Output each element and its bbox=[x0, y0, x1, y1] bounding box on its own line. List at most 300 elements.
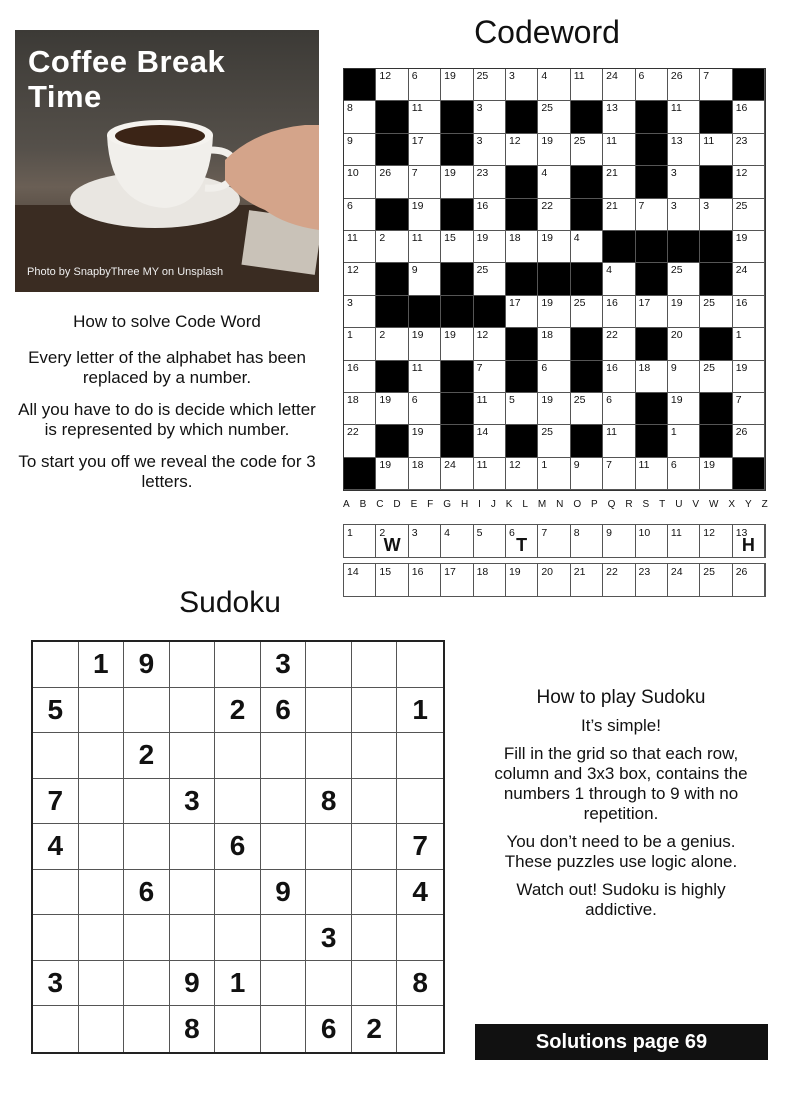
sudoku-cell[interactable] bbox=[397, 779, 443, 825]
sudoku-cell[interactable] bbox=[170, 733, 216, 779]
key-cell[interactable] bbox=[571, 564, 603, 596]
codeword-cell[interactable]: 19 bbox=[474, 231, 506, 263]
sudoku-cell[interactable] bbox=[352, 779, 398, 825]
codeword-cell[interactable]: 1 bbox=[344, 328, 376, 360]
codeword-cell[interactable]: 11 bbox=[409, 101, 441, 133]
codeword-cell[interactable]: 14 bbox=[474, 425, 506, 457]
codeword-black-cell bbox=[733, 458, 765, 490]
alphabet-letter: S bbox=[642, 499, 650, 510]
codeword-cell[interactable]: 11 bbox=[474, 458, 506, 490]
codeword-black-cell bbox=[700, 231, 732, 263]
codeword-cell[interactable]: 6 bbox=[668, 458, 700, 490]
key-cell[interactable] bbox=[474, 525, 506, 557]
codeword-black-cell bbox=[571, 263, 603, 295]
codeword-cell[interactable]: 12 bbox=[733, 166, 765, 198]
codeword-cell[interactable]: 7 bbox=[636, 199, 668, 231]
key-cell-letter: T bbox=[516, 535, 528, 555]
codeword-black-cell bbox=[441, 393, 473, 425]
codeword-black-cell bbox=[636, 101, 668, 133]
codeword-cell[interactable]: 21 bbox=[603, 199, 635, 231]
key-cell-number: 22 bbox=[606, 566, 618, 578]
codeword-cell[interactable]: 6 bbox=[603, 393, 635, 425]
codeword-cell[interactable]: 4 bbox=[603, 263, 635, 295]
sudoku-cell: 7 bbox=[397, 824, 443, 870]
codeword-black-cell bbox=[571, 166, 603, 198]
sudoku-cell[interactable] bbox=[33, 1006, 79, 1052]
alphabet-letter: T bbox=[659, 499, 666, 510]
sudoku-cell[interactable] bbox=[352, 688, 398, 734]
key-cell-number: 15 bbox=[379, 566, 392, 578]
sudoku-cell[interactable] bbox=[124, 779, 170, 825]
sudoku-cell[interactable] bbox=[352, 824, 398, 870]
key-cell-number: 3 bbox=[411, 527, 418, 539]
sudoku-cell: 6 bbox=[306, 1006, 352, 1052]
key-cell-letter: H bbox=[741, 535, 755, 555]
key-cell[interactable] bbox=[538, 564, 570, 596]
codeword-cell[interactable]: 15 bbox=[441, 231, 473, 263]
key-cell-letter: W bbox=[383, 535, 401, 555]
key-cell-number: 16 bbox=[411, 566, 424, 578]
alphabet-letter: W bbox=[708, 499, 719, 510]
sudoku-cell[interactable] bbox=[79, 779, 125, 825]
sudoku-cell: 1 bbox=[215, 961, 261, 1007]
codeword-black-cell bbox=[376, 199, 408, 231]
codeword-black-cell bbox=[376, 425, 408, 457]
codeword-cell[interactable]: 2 bbox=[376, 328, 408, 360]
sudoku-cell[interactable] bbox=[170, 915, 216, 961]
codeword-cell[interactable]: 19 bbox=[538, 393, 570, 425]
codeword-cell[interactable]: 7 bbox=[733, 393, 765, 425]
codeword-cell[interactable]: 19 bbox=[538, 296, 570, 328]
sudoku-cell[interactable] bbox=[124, 1006, 170, 1052]
sudoku-cell[interactable] bbox=[33, 870, 79, 916]
codeword-cell[interactable]: 12 bbox=[376, 69, 408, 101]
sudoku-cell[interactable] bbox=[261, 779, 307, 825]
codeword-cell[interactable]: 19 bbox=[538, 231, 570, 263]
sudoku-cell[interactable] bbox=[79, 733, 125, 779]
key-cell-number: 1 bbox=[347, 527, 353, 539]
key-cell[interactable] bbox=[441, 564, 473, 596]
codeword-cell[interactable]: 6 bbox=[344, 199, 376, 231]
sudoku-cell[interactable] bbox=[215, 642, 261, 688]
key-cell-number: 23 bbox=[638, 566, 651, 578]
codeword-cell[interactable]: 18 bbox=[409, 458, 441, 490]
codeword-black-cell bbox=[506, 263, 538, 295]
coffee-title-line2: Time bbox=[28, 79, 102, 114]
codeword-cell[interactable]: 10 bbox=[344, 166, 376, 198]
codeword-cell[interactable]: 22 bbox=[344, 425, 376, 457]
codeword-cell[interactable]: 2 bbox=[376, 231, 408, 263]
alphabet-letter: I bbox=[478, 499, 481, 510]
codeword-black-cell bbox=[668, 231, 700, 263]
sudoku-cell[interactable] bbox=[306, 733, 352, 779]
sudoku-cell[interactable] bbox=[79, 1006, 125, 1052]
codeword-cell[interactable]: 19 bbox=[409, 328, 441, 360]
coffee-title bbox=[28, 44, 225, 114]
codeword-black-cell bbox=[733, 69, 765, 101]
sudoku-cell[interactable] bbox=[124, 688, 170, 734]
codeword-cell[interactable]: 20 bbox=[668, 328, 700, 360]
codeword-cell[interactable]: 19 bbox=[668, 393, 700, 425]
key-cell[interactable] bbox=[668, 564, 700, 596]
codeword-black-cell bbox=[506, 425, 538, 457]
codeword-cell[interactable]: 19 bbox=[441, 328, 473, 360]
codeword-howto-p2: All you have to do is decide which letter is represented by which number. bbox=[18, 400, 316, 439]
codeword-cell[interactable]: 25 bbox=[700, 361, 732, 393]
codeword-cell[interactable]: 22 bbox=[603, 328, 635, 360]
codeword-cell[interactable]: 23 bbox=[474, 166, 506, 198]
codeword-cell[interactable]: 12 bbox=[344, 263, 376, 295]
codeword-cell[interactable]: 6 bbox=[538, 361, 570, 393]
codeword-cell[interactable]: 16 bbox=[733, 101, 765, 133]
key-cell[interactable] bbox=[603, 525, 635, 557]
sudoku-cell[interactable] bbox=[170, 870, 216, 916]
codeword-cell[interactable]: 19 bbox=[409, 425, 441, 457]
codeword-black-cell bbox=[376, 263, 408, 295]
key-cell-number: 2 bbox=[379, 527, 386, 539]
alphabet-letter: C bbox=[376, 499, 384, 510]
codeword-black-cell bbox=[506, 166, 538, 198]
sudoku-cell: 8 bbox=[306, 779, 352, 825]
codeword-black-cell bbox=[376, 101, 408, 133]
codeword-cell[interactable]: 6 bbox=[409, 69, 441, 101]
codeword-cell[interactable]: 7 bbox=[474, 361, 506, 393]
codeword-cell[interactable]: 19 bbox=[409, 199, 441, 231]
sudoku-cell: 3 bbox=[261, 642, 307, 688]
sudoku-cell[interactable] bbox=[352, 961, 398, 1007]
sudoku-cell[interactable] bbox=[306, 642, 352, 688]
key-cell-number: 24 bbox=[670, 566, 683, 578]
sudoku-cell[interactable] bbox=[397, 642, 443, 688]
sudoku-cell[interactable] bbox=[170, 824, 216, 870]
codeword-cell[interactable]: 25 bbox=[538, 425, 570, 457]
key-cell-number: 17 bbox=[444, 566, 456, 578]
sudoku-cell[interactable] bbox=[306, 870, 352, 916]
sudoku-cell[interactable] bbox=[352, 870, 398, 916]
codeword-cell[interactable]: 24 bbox=[733, 263, 765, 295]
alphabet-letter: O bbox=[573, 499, 582, 510]
alphabet-letter: G bbox=[443, 499, 451, 510]
key-cell[interactable] bbox=[668, 525, 700, 557]
codeword-black-cell bbox=[700, 166, 732, 198]
codeword-black-cell bbox=[441, 199, 473, 231]
codeword-cell[interactable]: 25 bbox=[733, 199, 765, 231]
codeword-cell[interactable]: 23 bbox=[733, 134, 765, 166]
codeword-cell[interactable]: 16 bbox=[603, 296, 635, 328]
codeword-cell[interactable]: 16 bbox=[474, 199, 506, 231]
codeword-cell[interactable]: 11 bbox=[668, 101, 700, 133]
sudoku-cell[interactable] bbox=[79, 915, 125, 961]
codeword-cell[interactable]: 25 bbox=[668, 263, 700, 295]
alphabet-row bbox=[343, 499, 768, 510]
codeword-black-cell bbox=[700, 328, 732, 360]
codeword-cell[interactable]: 12 bbox=[506, 458, 538, 490]
codeword-cell[interactable]: 3 bbox=[668, 166, 700, 198]
sudoku-cell[interactable] bbox=[306, 688, 352, 734]
codeword-black-cell bbox=[571, 101, 603, 133]
codeword-cell[interactable]: 3 bbox=[344, 296, 376, 328]
codeword-cell[interactable]: 24 bbox=[441, 458, 473, 490]
alphabet-letter: Y bbox=[744, 499, 752, 510]
alphabet-letter: B bbox=[359, 499, 367, 510]
codeword-black-cell bbox=[636, 425, 668, 457]
codeword-black-cell bbox=[344, 69, 376, 101]
key-cell-number: 25 bbox=[703, 566, 715, 578]
codeword-cell[interactable]: 19 bbox=[376, 393, 408, 425]
sudoku-cell[interactable] bbox=[79, 870, 125, 916]
codeword-cell[interactable]: 25 bbox=[571, 134, 603, 166]
codeword-cell[interactable]: 11 bbox=[700, 134, 732, 166]
alphabet-letter: A bbox=[343, 499, 350, 510]
key-cell[interactable] bbox=[733, 525, 765, 557]
key-cell[interactable] bbox=[700, 564, 732, 596]
key-cell[interactable] bbox=[538, 525, 570, 557]
codeword-cell[interactable]: 11 bbox=[603, 425, 635, 457]
sudoku-cell[interactable] bbox=[261, 1006, 307, 1052]
sudoku-cell[interactable] bbox=[33, 915, 79, 961]
key-cell-number: 11 bbox=[670, 527, 682, 539]
codeword-black-cell bbox=[506, 101, 538, 133]
sudoku-cell[interactable] bbox=[352, 642, 398, 688]
sudoku-cell[interactable] bbox=[124, 961, 170, 1007]
sudoku-cell[interactable] bbox=[397, 733, 443, 779]
codeword-black-cell bbox=[636, 263, 668, 295]
sudoku-cell[interactable] bbox=[170, 642, 216, 688]
key-cell-number: 13 bbox=[735, 527, 748, 539]
codeword-cell[interactable]: 9 bbox=[409, 263, 441, 295]
sudoku-cell[interactable] bbox=[261, 824, 307, 870]
sudoku-cell[interactable] bbox=[306, 824, 352, 870]
codeword-black-cell bbox=[376, 134, 408, 166]
codeword-black-cell bbox=[441, 361, 473, 393]
alphabet-letter: Z bbox=[761, 499, 768, 510]
codeword-cell[interactable]: 17 bbox=[506, 296, 538, 328]
sudoku-cell[interactable] bbox=[215, 870, 261, 916]
codeword-cell[interactable]: 19 bbox=[700, 458, 732, 490]
codeword-key-row-1 bbox=[343, 524, 766, 558]
codeword-instructions bbox=[15, 312, 319, 504]
codeword-cell[interactable]: 8 bbox=[344, 101, 376, 133]
key-cell[interactable] bbox=[636, 564, 668, 596]
sudoku-cell[interactable] bbox=[261, 733, 307, 779]
sudoku-cell: 2 bbox=[352, 1006, 398, 1052]
key-cell-number: 14 bbox=[347, 566, 359, 578]
sudoku-cell: 2 bbox=[215, 688, 261, 734]
sudoku-cell[interactable] bbox=[397, 1006, 443, 1052]
codeword-cell[interactable]: 25 bbox=[571, 296, 603, 328]
key-cell[interactable] bbox=[603, 564, 635, 596]
codeword-cell[interactable]: 6 bbox=[636, 69, 668, 101]
codeword-cell[interactable]: 3 bbox=[700, 199, 732, 231]
codeword-cell[interactable]: 26 bbox=[376, 166, 408, 198]
codeword-cell[interactable]: 19 bbox=[733, 231, 765, 263]
codeword-cell[interactable]: 19 bbox=[376, 458, 408, 490]
codeword-black-cell bbox=[700, 425, 732, 457]
codeword-howto-heading: How to solve Code Word bbox=[73, 312, 261, 331]
key-cell[interactable] bbox=[506, 525, 538, 557]
key-cell-number: 4 bbox=[444, 527, 451, 539]
codeword-cell[interactable]: 18 bbox=[344, 393, 376, 425]
codeword-cell[interactable]: 5 bbox=[506, 393, 538, 425]
sudoku-cell: 8 bbox=[170, 1006, 216, 1052]
codeword-cell[interactable]: 26 bbox=[733, 425, 765, 457]
key-cell[interactable] bbox=[344, 525, 376, 557]
codeword-cell[interactable]: 13 bbox=[668, 134, 700, 166]
codeword-cell[interactable]: 18 bbox=[506, 231, 538, 263]
codeword-cell[interactable]: 6 bbox=[409, 393, 441, 425]
codeword-cell[interactable]: 18 bbox=[538, 328, 570, 360]
codeword-cell[interactable]: 12 bbox=[506, 134, 538, 166]
sudoku-cell[interactable] bbox=[261, 915, 307, 961]
codeword-cell[interactable]: 11 bbox=[603, 134, 635, 166]
codeword-black-cell bbox=[636, 393, 668, 425]
sudoku-cell[interactable] bbox=[33, 642, 79, 688]
sudoku-cell[interactable] bbox=[306, 961, 352, 1007]
codeword-cell[interactable]: 3 bbox=[668, 199, 700, 231]
sudoku-cell[interactable] bbox=[352, 915, 398, 961]
codeword-black-cell bbox=[344, 458, 376, 490]
codeword-cell[interactable]: 19 bbox=[538, 134, 570, 166]
sudoku-cell: 7 bbox=[33, 779, 79, 825]
codeword-cell[interactable]: 16 bbox=[733, 296, 765, 328]
sudoku-cell: 3 bbox=[306, 915, 352, 961]
codeword-cell[interactable]: 9 bbox=[571, 458, 603, 490]
codeword-cell[interactable]: 4 bbox=[571, 231, 603, 263]
codeword-cell[interactable]: 17 bbox=[409, 134, 441, 166]
alphabet-letter: P bbox=[591, 499, 598, 510]
codeword-cell[interactable]: 19 bbox=[733, 361, 765, 393]
codeword-cell[interactable]: 21 bbox=[603, 166, 635, 198]
key-cell[interactable] bbox=[474, 564, 506, 596]
codeword-cell[interactable]: 18 bbox=[636, 361, 668, 393]
codeword-black-cell bbox=[441, 134, 473, 166]
sudoku-cell: 6 bbox=[215, 824, 261, 870]
codeword-cell[interactable]: 16 bbox=[603, 361, 635, 393]
codeword-cell[interactable]: 24 bbox=[603, 69, 635, 101]
sudoku-cell[interactable] bbox=[79, 688, 125, 734]
codeword-cell[interactable]: 11 bbox=[409, 231, 441, 263]
codeword-cell[interactable]: 25 bbox=[700, 296, 732, 328]
codeword-black-cell bbox=[441, 425, 473, 457]
key-cell-number: 9 bbox=[606, 527, 612, 539]
alphabet-letter: M bbox=[537, 499, 547, 510]
sudoku-howto-p2: Fill in the grid so that each row, column and 3x3 box, contains the numbers 1 through to 9 with no repetition. bbox=[494, 744, 748, 823]
codeword-cell[interactable]: 25 bbox=[474, 263, 506, 295]
sudoku-cell: 5 bbox=[33, 688, 79, 734]
key-cell[interactable] bbox=[571, 525, 603, 557]
codeword-cell[interactable]: 4 bbox=[538, 69, 570, 101]
alphabet-letter: L bbox=[522, 499, 528, 510]
alphabet-letter: H bbox=[460, 499, 469, 510]
sudoku-cell[interactable] bbox=[352, 733, 398, 779]
sudoku-cell[interactable] bbox=[215, 1006, 261, 1052]
alphabet-letter: Q bbox=[607, 499, 616, 510]
codeword-cell[interactable]: 22 bbox=[538, 199, 570, 231]
codeword-cell[interactable]: 9 bbox=[668, 361, 700, 393]
sudoku-cell[interactable] bbox=[215, 733, 261, 779]
codeword-cell[interactable]: 26 bbox=[668, 69, 700, 101]
key-cell[interactable] bbox=[409, 525, 441, 557]
codeword-black-cell bbox=[441, 296, 473, 328]
codeword-black-cell bbox=[441, 101, 473, 133]
sudoku-cell[interactable] bbox=[79, 824, 125, 870]
codeword-cell[interactable]: 25 bbox=[571, 393, 603, 425]
sudoku-cell: 4 bbox=[397, 870, 443, 916]
codeword-cell[interactable]: 7 bbox=[603, 458, 635, 490]
sudoku-cell: 8 bbox=[397, 961, 443, 1007]
codeword-cell[interactable]: 11 bbox=[636, 458, 668, 490]
codeword-black-cell bbox=[506, 199, 538, 231]
codeword-cell[interactable]: 1 bbox=[733, 328, 765, 360]
key-cell[interactable] bbox=[376, 525, 408, 557]
codeword-cell[interactable]: 25 bbox=[474, 69, 506, 101]
codeword-cell[interactable]: 17 bbox=[636, 296, 668, 328]
key-cell[interactable] bbox=[506, 564, 538, 596]
codeword-cell[interactable]: 3 bbox=[474, 134, 506, 166]
key-cell-number: 20 bbox=[541, 566, 554, 578]
codeword-cell[interactable]: 13 bbox=[603, 101, 635, 133]
codeword-cell[interactable]: 1 bbox=[668, 425, 700, 457]
codeword-cell[interactable]: 19 bbox=[441, 69, 473, 101]
codeword-cell[interactable]: 11 bbox=[474, 393, 506, 425]
codeword-cell[interactable]: 7 bbox=[409, 166, 441, 198]
codeword-cell[interactable]: 7 bbox=[700, 69, 732, 101]
codeword-cell[interactable]: 3 bbox=[474, 101, 506, 133]
alphabet-letter: D bbox=[393, 499, 401, 510]
key-cell-number: 6 bbox=[508, 527, 515, 539]
codeword-cell[interactable]: 25 bbox=[538, 101, 570, 133]
codeword-cell[interactable]: 3 bbox=[506, 69, 538, 101]
sudoku-cell: 9 bbox=[170, 961, 216, 1007]
sudoku-cell[interactable] bbox=[124, 824, 170, 870]
codeword-howto-p3: To start you off we reveal the code for 3 letters. bbox=[18, 452, 316, 491]
sudoku-cell: 1 bbox=[397, 688, 443, 734]
codeword-cell[interactable]: 9 bbox=[344, 134, 376, 166]
sudoku-cell[interactable] bbox=[215, 915, 261, 961]
sudoku-cell[interactable] bbox=[215, 779, 261, 825]
codeword-black-cell bbox=[636, 134, 668, 166]
sudoku-cell[interactable] bbox=[79, 961, 125, 1007]
key-cell[interactable] bbox=[636, 525, 668, 557]
alphabet-letter: F bbox=[427, 499, 434, 510]
sudoku-howto-p1: It’s simple! bbox=[581, 716, 661, 735]
sudoku-cell[interactable] bbox=[397, 915, 443, 961]
codeword-cell[interactable]: 12 bbox=[474, 328, 506, 360]
key-cell-number: 21 bbox=[573, 566, 586, 578]
alphabet-letter: U bbox=[675, 499, 683, 510]
codeword-cell[interactable]: 4 bbox=[538, 166, 570, 198]
codeword-cell[interactable]: 16 bbox=[344, 361, 376, 393]
sudoku-cell[interactable] bbox=[33, 733, 79, 779]
codeword-cell[interactable]: 1 bbox=[538, 458, 570, 490]
key-cell[interactable] bbox=[441, 525, 473, 557]
codeword-cell[interactable]: 11 bbox=[409, 361, 441, 393]
sudoku-cell[interactable] bbox=[170, 688, 216, 734]
codeword-cell[interactable]: 11 bbox=[571, 69, 603, 101]
codeword-grid bbox=[343, 68, 766, 491]
codeword-black-cell bbox=[700, 393, 732, 425]
key-cell-number: 5 bbox=[476, 527, 483, 539]
codeword-cell[interactable]: 19 bbox=[441, 166, 473, 198]
sudoku-cell[interactable] bbox=[124, 915, 170, 961]
key-cell[interactable] bbox=[700, 525, 732, 557]
coffee-title-line1: Coffee Break bbox=[28, 44, 226, 79]
key-cell[interactable] bbox=[733, 564, 765, 596]
codeword-cell[interactable]: 19 bbox=[668, 296, 700, 328]
sudoku-cell[interactable] bbox=[261, 961, 307, 1007]
key-cell-number: 18 bbox=[476, 566, 489, 578]
codeword-cell[interactable]: 11 bbox=[344, 231, 376, 263]
